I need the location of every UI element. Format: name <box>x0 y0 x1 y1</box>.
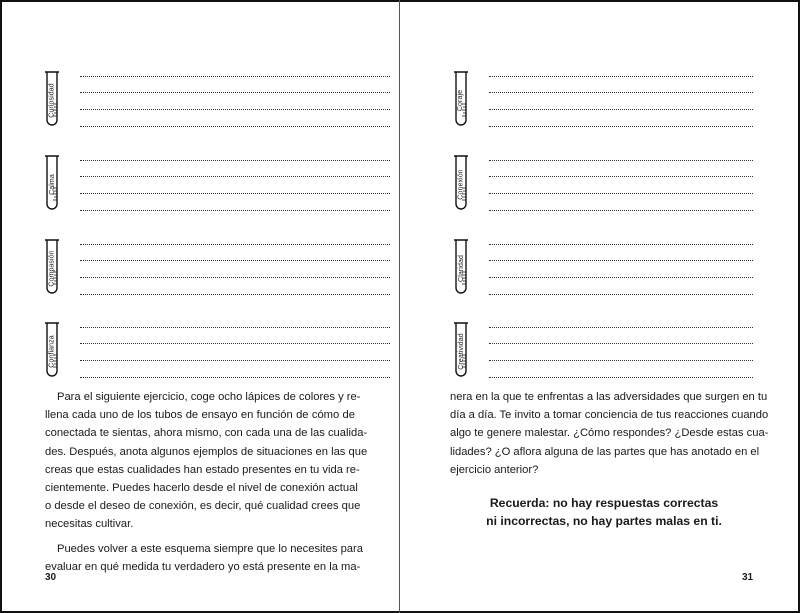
left-page <box>0 0 399 613</box>
left-body-text <box>45 388 368 576</box>
test-tube-icon <box>453 154 469 212</box>
page-number: 30 <box>45 572 57 583</box>
tube-label: Conexión <box>457 168 465 200</box>
tube-label: Claridad <box>457 254 465 282</box>
test-tube-icon <box>453 70 469 128</box>
right-page <box>400 0 800 613</box>
right-body-text <box>450 388 769 479</box>
test-tube-icon <box>44 70 60 128</box>
test-tube-icon <box>44 238 60 296</box>
test-tube-icon <box>44 154 60 212</box>
test-tube-icon <box>453 321 469 379</box>
callout-reminder <box>450 494 758 530</box>
tube-label: Confianza <box>48 334 56 368</box>
tube-label: Coraje <box>457 89 465 111</box>
callout-line: Recuerda: no hay respuestas correctas <box>489 496 719 510</box>
tube-label: Calma <box>48 173 56 195</box>
tube-label: Creatividad <box>457 332 465 370</box>
tube-label: Curiosidad <box>48 82 56 118</box>
test-tube-icon <box>453 238 469 296</box>
callout-line: ni incorrectas, no hay partes malas en ti. <box>486 514 722 528</box>
paragraph: Para el siguiente ejercicio, coge ocho lápices de colores y re- llena cada uno de los tubos de ensayo en función de cómo de conectada te sientas, ahora mismo, con cada una de las cualida- des. Después, anota algunos ejemplos de situaciones en las que creas que estas cualidades han estado presentes en tu vida re- cientemente. Puedes hacerlo desde el nivel de conexión actual o desde el deseo de conexión, es decir, qué cualidad crees que necesitas cultivar. <box>45 391 368 531</box>
test-tube-icon <box>44 321 60 379</box>
paragraph: Puedes volver a este esquema siempre que lo necesites para evaluar en qué medida tu verdadero yo está presente en la ma- <box>45 542 363 573</box>
tube-label: Compasión <box>48 249 56 287</box>
page-number: 31 <box>742 572 754 583</box>
paragraph: nera en la que te enfrentas a las adversidades que surgen en tu día a día. Te invito a tomar conciencia de tus reacciones cuando algo te genere malestar. ¿Cómo respondes? ¿Desde estas cua- lidades? ¿O aflora alguna de las partes que has anotado en el ejercicio anterior? <box>450 391 769 476</box>
